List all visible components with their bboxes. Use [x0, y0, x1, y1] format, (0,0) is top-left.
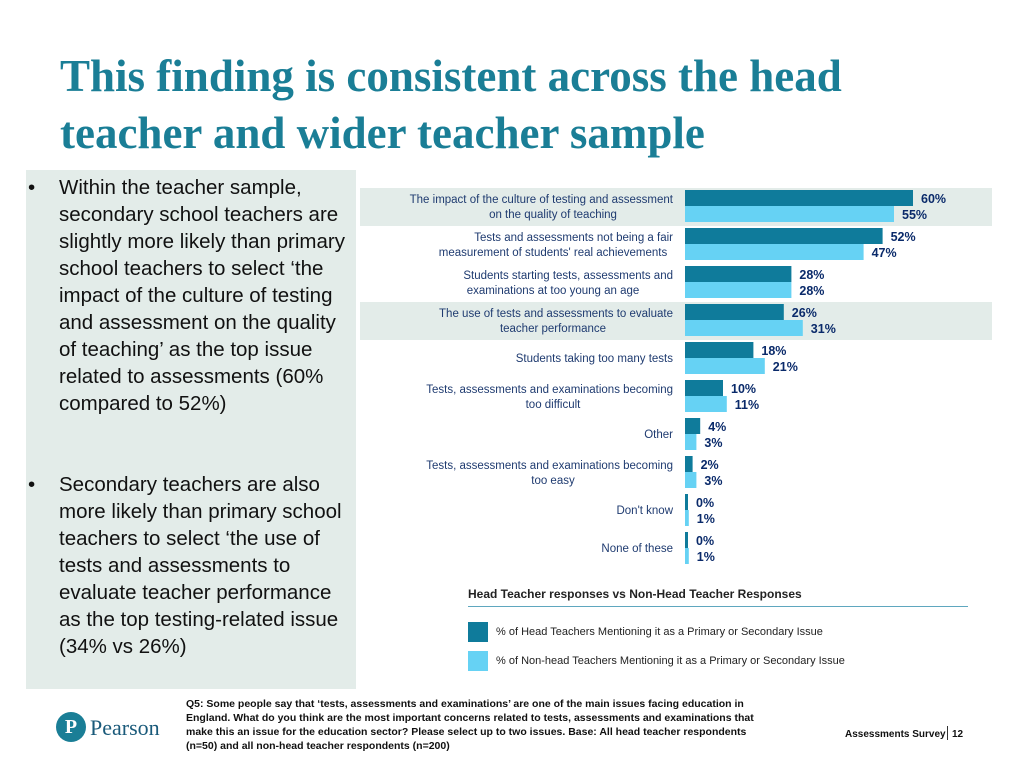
non-head-teacher-bar	[685, 244, 864, 260]
category-label-line: Other	[644, 429, 673, 441]
data-label: 31%	[810, 322, 836, 336]
data-label: 28%	[799, 268, 825, 282]
data-label: 1%	[696, 550, 715, 564]
head-teacher-bar	[685, 380, 723, 396]
page-number: 12	[952, 729, 964, 740]
category-label-line: measurement of students' real achievements	[438, 247, 668, 259]
legend-title: Head Teacher responses vs Non-Head Teacher Responses	[468, 587, 802, 601]
data-label: 3%	[704, 436, 723, 450]
data-label: 60%	[921, 192, 947, 206]
non-head-teacher-bar	[685, 320, 803, 336]
category-label	[439, 232, 673, 259]
data-label: 4%	[708, 420, 727, 434]
bullet-symbol: •	[28, 473, 36, 496]
pearson-logo-text: Pearson	[90, 715, 160, 740]
data-label: 11%	[734, 398, 760, 412]
category-label-line: examinations at too young an age	[466, 285, 640, 297]
data-label: 1%	[696, 512, 715, 526]
category-label-line: None of these	[601, 543, 673, 555]
head-teacher-bar	[685, 190, 913, 206]
head-teacher-bar	[685, 494, 688, 510]
category-label-line: teacher performance	[499, 323, 607, 335]
category-label-line: Tests, assessments and examinations becoming	[426, 460, 673, 472]
non-head-teacher-bar	[685, 472, 696, 488]
category-label-line: Don't know	[616, 505, 673, 517]
data-label: 21%	[772, 360, 798, 374]
footer-label: Assessments Survey	[845, 729, 946, 740]
data-label: 47%	[871, 246, 897, 260]
data-label: 52%	[890, 230, 916, 244]
category-label-line: The impact of the culture of testing and assessment	[409, 194, 673, 206]
page-title: This finding is consistent across the head teacher and wider teacher sample	[60, 51, 842, 158]
summary-panel	[26, 170, 356, 689]
category-label	[426, 460, 673, 487]
non-head-teacher-bar	[685, 206, 894, 222]
head-teacher-bar	[685, 456, 693, 472]
data-label: 26%	[791, 306, 817, 320]
non-head-teacher-bar	[685, 358, 765, 374]
category-label	[516, 353, 674, 365]
bullet-symbol: •	[28, 176, 36, 199]
head-teacher-bar	[685, 304, 784, 320]
data-label: 28%	[799, 284, 825, 298]
legend-label-head: % of Head Teachers Mentioning it as a Primary or Secondary Issue	[496, 626, 823, 638]
data-label: 0%	[696, 534, 715, 548]
category-label-line: too difficult	[525, 399, 581, 411]
data-label: 10%	[731, 382, 757, 396]
data-label: 3%	[704, 474, 723, 488]
category-label-line: Students taking too many tests	[515, 353, 673, 365]
data-label: 0%	[696, 496, 715, 510]
category-label-line: Tests and assessments not being a fair	[474, 232, 673, 244]
category-label	[463, 270, 673, 297]
non-head-teacher-bar	[685, 396, 727, 412]
head-teacher-bar	[685, 228, 883, 244]
bullet-text: Secondary teachers are also more likely than primary school teachers to select ‘the use of tests and assessments to evaluate teacher performance as the top testing-related issue (34% vs 26%)	[59, 473, 342, 658]
category-label-line: Students starting tests, assessments and	[463, 270, 673, 282]
non-head-teacher-bar	[685, 282, 791, 298]
data-label: 55%	[902, 208, 928, 222]
legend-swatch-nonhead	[468, 651, 488, 671]
head-teacher-bar	[685, 342, 753, 358]
bullet-text: Within the teacher sample, secondary school teachers are slightly more likely than primary school teachers to select ‘the impact of the culture of testing and assessment on the quality of teaching’ as the top issue related to assessments (60% compared to 52%)	[59, 176, 345, 415]
category-label-line: too easy	[531, 475, 575, 487]
non-head-teacher-bar	[685, 548, 689, 564]
category-label	[644, 429, 673, 441]
category-label	[616, 505, 673, 517]
category-label	[601, 543, 673, 555]
data-label: 18%	[761, 344, 787, 358]
legend-label-nonhead: % of Non-head Teachers Mentioning it as a Primary or Secondary Issue	[496, 655, 845, 667]
head-teacher-bar	[685, 418, 700, 434]
legend-swatch-head	[468, 622, 488, 642]
non-head-teacher-bar	[685, 434, 696, 450]
category-label-line: on the quality of teaching	[489, 209, 617, 221]
pearson-logo-letter: P	[64, 716, 78, 738]
category-label-line: The use of tests and assessments to evaluate	[439, 308, 673, 320]
bar-chart	[360, 184, 1000, 576]
category-label	[426, 384, 673, 411]
legend-divider	[468, 606, 968, 607]
non-head-teacher-bar	[685, 510, 689, 526]
data-label: 2%	[700, 458, 719, 472]
head-teacher-bar	[685, 532, 688, 548]
category-label-line: Tests, assessments and examinations becoming	[426, 384, 673, 396]
footnote: Q5: Some people say that ‘tests, assessments and examinations’ are one of the main issues facing education in England. What do you think are the most important concerns related to tests, assessments and examinations that make this an issue for the education sector? Please select up to two issues. Base: All head teacher respondents (n=50) and all non-head teacher respondents (n=200)	[186, 698, 754, 752]
head-teacher-bar	[685, 266, 791, 282]
footer-divider	[947, 726, 948, 740]
